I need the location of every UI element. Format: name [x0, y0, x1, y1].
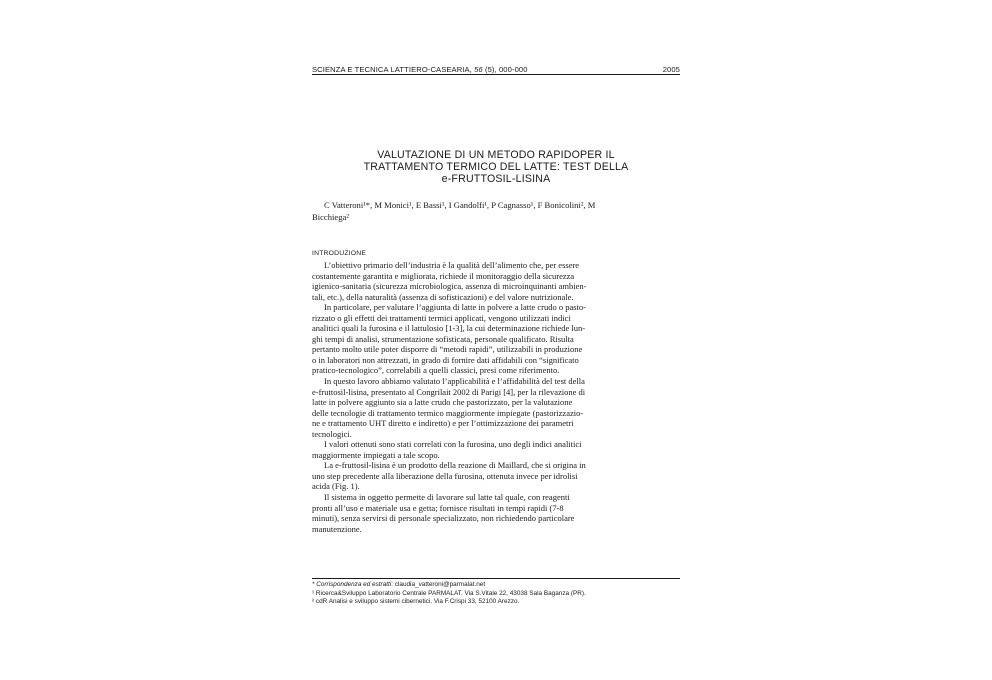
title-line: TRATTAMENTO TERMICO DEL LATTE: TEST DELLA	[363, 161, 629, 174]
author-list	[312, 200, 680, 223]
body-line: pratico-tecnologico”, correlabili a quelli classici, presi come riferimento.	[312, 365, 560, 376]
body-line: analitici quali la furosina e il lattulosio [1-3], la cui determinazione richiede lun-	[312, 323, 586, 334]
footnotes	[312, 581, 680, 607]
body-line: uno step precedente alla liberazione della furosina, ottenuta invece per idrolisi	[312, 470, 578, 481]
body-line: In questo lavoro abbiamo valutato l’applicabilità e l’affidabilità del test della	[324, 376, 585, 387]
affiliation-note: ² cdR Analisi e sviluppo sistemi cibernetici. Via F.Crispi 33, 52100 Arezzo.	[312, 598, 520, 606]
correspondence-note	[312, 581, 680, 590]
journal-year: 2005	[662, 65, 680, 74]
journal-volume: 56	[474, 65, 483, 74]
section-heading: INTRODUZIONE	[312, 250, 367, 257]
body-line: e-fruttosil-lisina, presentato al Congrilait 2002 di Parigi [4], per la rilevazione di	[312, 386, 586, 397]
body-line: o in laboratori non attrezzati, in grado di fornire dati affidabili con “significato	[312, 354, 579, 365]
body-line: L’obiettivo primario dell’industria è la qualità dell’alimento che, per essere	[324, 260, 580, 270]
title-line: VALUTAZIONE DI UN METODO RAPIDOPER IL	[377, 149, 615, 161]
journal-name: SCIENZA E TECNICA LATTIERO-CASEARIA,	[312, 65, 472, 74]
body-line: tecnologici.	[312, 428, 352, 439]
author-line: Bicchiega²	[312, 211, 349, 222]
body-line: latte in polvere aggiunto sia a latte crudo che pastorizzato, per la valutazione	[312, 397, 573, 408]
title-line: e-FRUTTOSIL-LISINA	[441, 173, 551, 186]
body-line: pertanto molto utile poter disporre di “metodi rapidi”, utilizzabili in produzione	[312, 344, 583, 355]
body-line: igienico-sanitaria (sicurezza microbiologica, assenza di microinquinanti ambien-	[312, 281, 587, 292]
affiliation-note: ¹ Ricerca&Sviluppo Laboratorio Centrale PARMALAT. Via S.Vitale 22, 43038 Sala Baganza (PR).	[312, 589, 586, 597]
paper-title	[312, 149, 680, 186]
journal-issue-pages: (5), 000-000	[484, 65, 528, 74]
body-line: I valori ottenuti sono stati correlati con la furosina, uno degli indici analitici	[324, 439, 582, 450]
body-line: maggiormente impiegati a tale scopo.	[312, 449, 440, 460]
body-line: Il sistema in oggetto permette di lavorare sul latte tal quale, con reagenti	[324, 492, 570, 503]
body-text	[312, 260, 680, 534]
author-line: C Vatteroni¹*, M Monici¹, E Bassi¹, I Gandolfi¹, P Cagnasso¹, F Bonicolini², M	[324, 200, 596, 210]
footnote-rule	[312, 578, 680, 579]
body-line: manutenzione.	[312, 523, 362, 534]
running-head	[312, 62, 680, 74]
header-rule	[312, 74, 680, 75]
body-line: tali, etc.), della naturalità (assenza di sofisticazioni) e del valore nutrizionale.	[312, 291, 574, 302]
body-line: ne e trattamento UHT diretto e indiretto) e per l’ottimizzazione dei parametri	[312, 418, 574, 429]
body-line: delle tecnologie di trattamento termico maggiormente impiegate (pastorizzazio-	[312, 407, 584, 418]
correspondence-email: : claudia_vatteroni@parmalat.net	[391, 581, 486, 588]
journal-citation	[312, 65, 528, 74]
body-line: acida (Fig. 1).	[312, 481, 360, 492]
body-line: minuti), senza servirsi di personale specializzato, non richiedendo particolare	[312, 513, 575, 524]
body-line: ghi tempi di analisi, strumentazione sofisticata, personale qualificato. Risulta	[312, 333, 574, 344]
body-line: La e-fruttosil-lisina è un prodotto della reazione di Maillard, che si origina in	[324, 460, 586, 471]
correspondence-label: * Corrispondenza ed estratti	[312, 581, 392, 588]
body-line: In particolare, per valutare l’aggiunta di latte in polvere a latte crudo o pasto-	[324, 302, 586, 313]
body-line: costantemente garantita e migliorata, richiede il monitoraggio della sicurezza	[312, 270, 575, 281]
body-line: rizzato o gli effetti dei trattamenti termici applicati, vengono utilizzati indici	[312, 312, 571, 323]
body-line: pronti all’uso e materiale usa e getta; fornisce risultati in tempi rapidi (7-8	[312, 502, 564, 513]
